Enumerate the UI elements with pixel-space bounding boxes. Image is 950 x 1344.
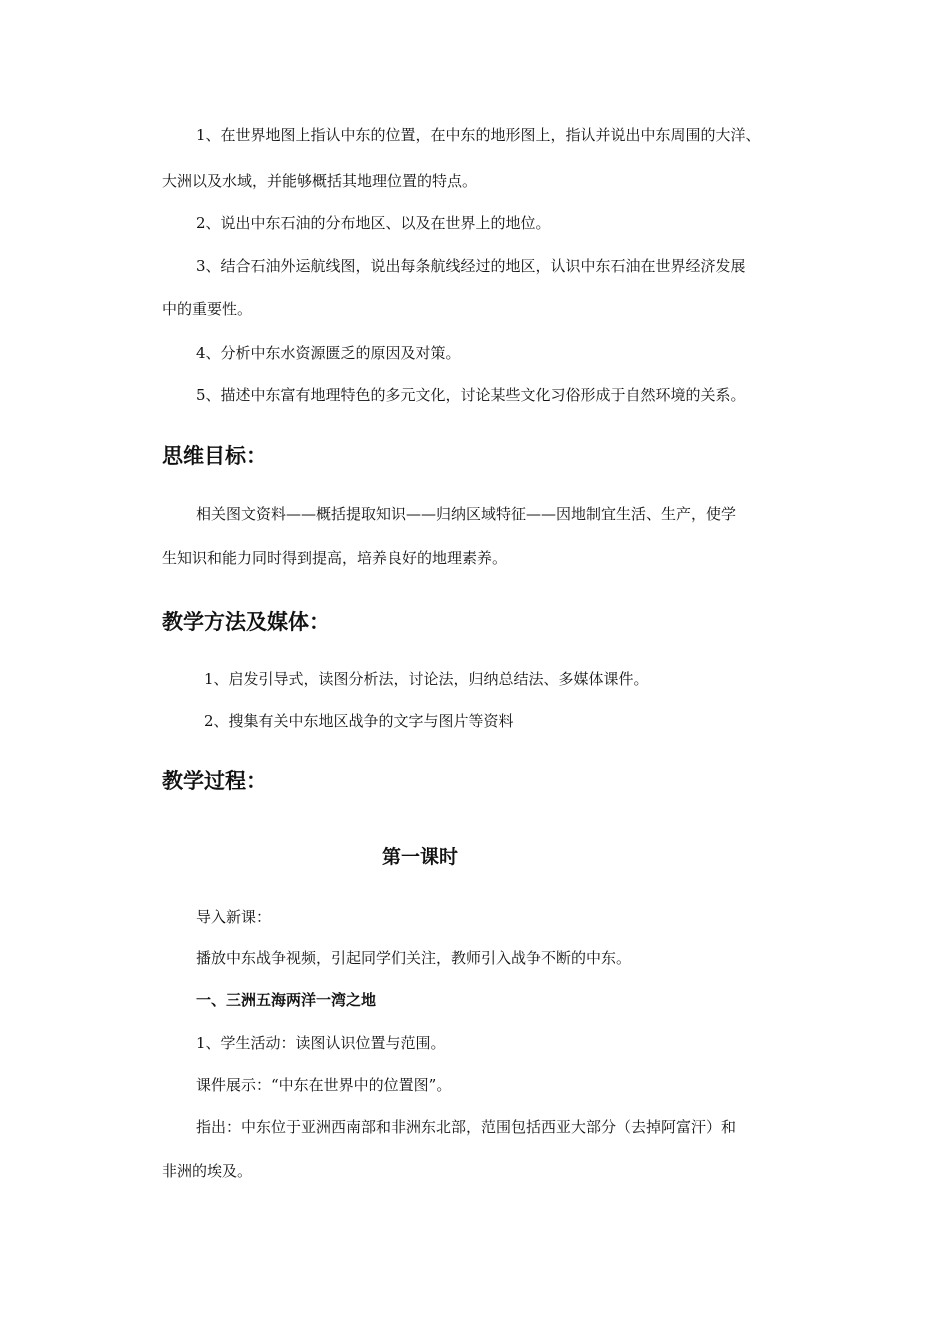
thinking-line: 生知识和能力同时得到提高，培养良好的地理素养。 xyxy=(162,549,508,567)
section-subheading: 一、三洲五海两洋一湾之地 xyxy=(196,991,377,1009)
objective-line: 4、分析中东水资源匮乏的原因及对策。 xyxy=(196,344,461,362)
thinking-line: 相关图文资料——概括提取知识——归纳区域特征——因地制宜生活、生产，使学 xyxy=(196,505,737,523)
process-line: 指出：中东位于亚洲西南部和非洲东北部，范围包括西亚大部分（去掉阿富汗）和 xyxy=(196,1118,737,1136)
objective-line: 大洲以及水域，并能够概括其地理位置的特点。 xyxy=(162,172,478,190)
process-line: 1、学生活动：读图认识位置与范围。 xyxy=(196,1034,446,1052)
process-line: 导入新课： xyxy=(196,908,272,926)
lesson-title: 第一课时 xyxy=(381,846,458,868)
objective-line: 5、描述中东富有地理特色的多元文化，讨论某些文化习俗形成于自然环境的关系。 xyxy=(196,386,746,404)
process-line: 课件展示：“中东在世界中的位置图”。 xyxy=(196,1076,452,1094)
objective-line: 3、结合石油外运航线图，说出每条航线经过的地区，认识中东石油在世界经济发展 xyxy=(196,257,746,275)
objective-line: 中的重要性。 xyxy=(162,300,253,318)
thinking-heading: 思维目标： xyxy=(162,444,267,468)
process-line: 非洲的埃及。 xyxy=(162,1162,253,1180)
objective-line: 1、在世界地图上指认中东的位置，在中东的地形图上，指认并说出中东周围的大洋、 xyxy=(196,126,761,144)
method-line: 2、搜集有关中东地区战争的文字与图片等资料 xyxy=(204,712,514,730)
process-heading: 教学过程： xyxy=(162,769,267,793)
method-line: 1、启发引导式，读图分析法，讨论法，归纳总结法、多媒体课件。 xyxy=(204,670,649,688)
objective-line: 2、说出中东石油的分布地区、以及在世界上的地位。 xyxy=(196,214,551,232)
process-line: 播放中东战争视频，引起同学们关注，教师引入战争不断的中东。 xyxy=(196,949,632,967)
methods-heading: 教学方法及媒体： xyxy=(162,610,330,634)
